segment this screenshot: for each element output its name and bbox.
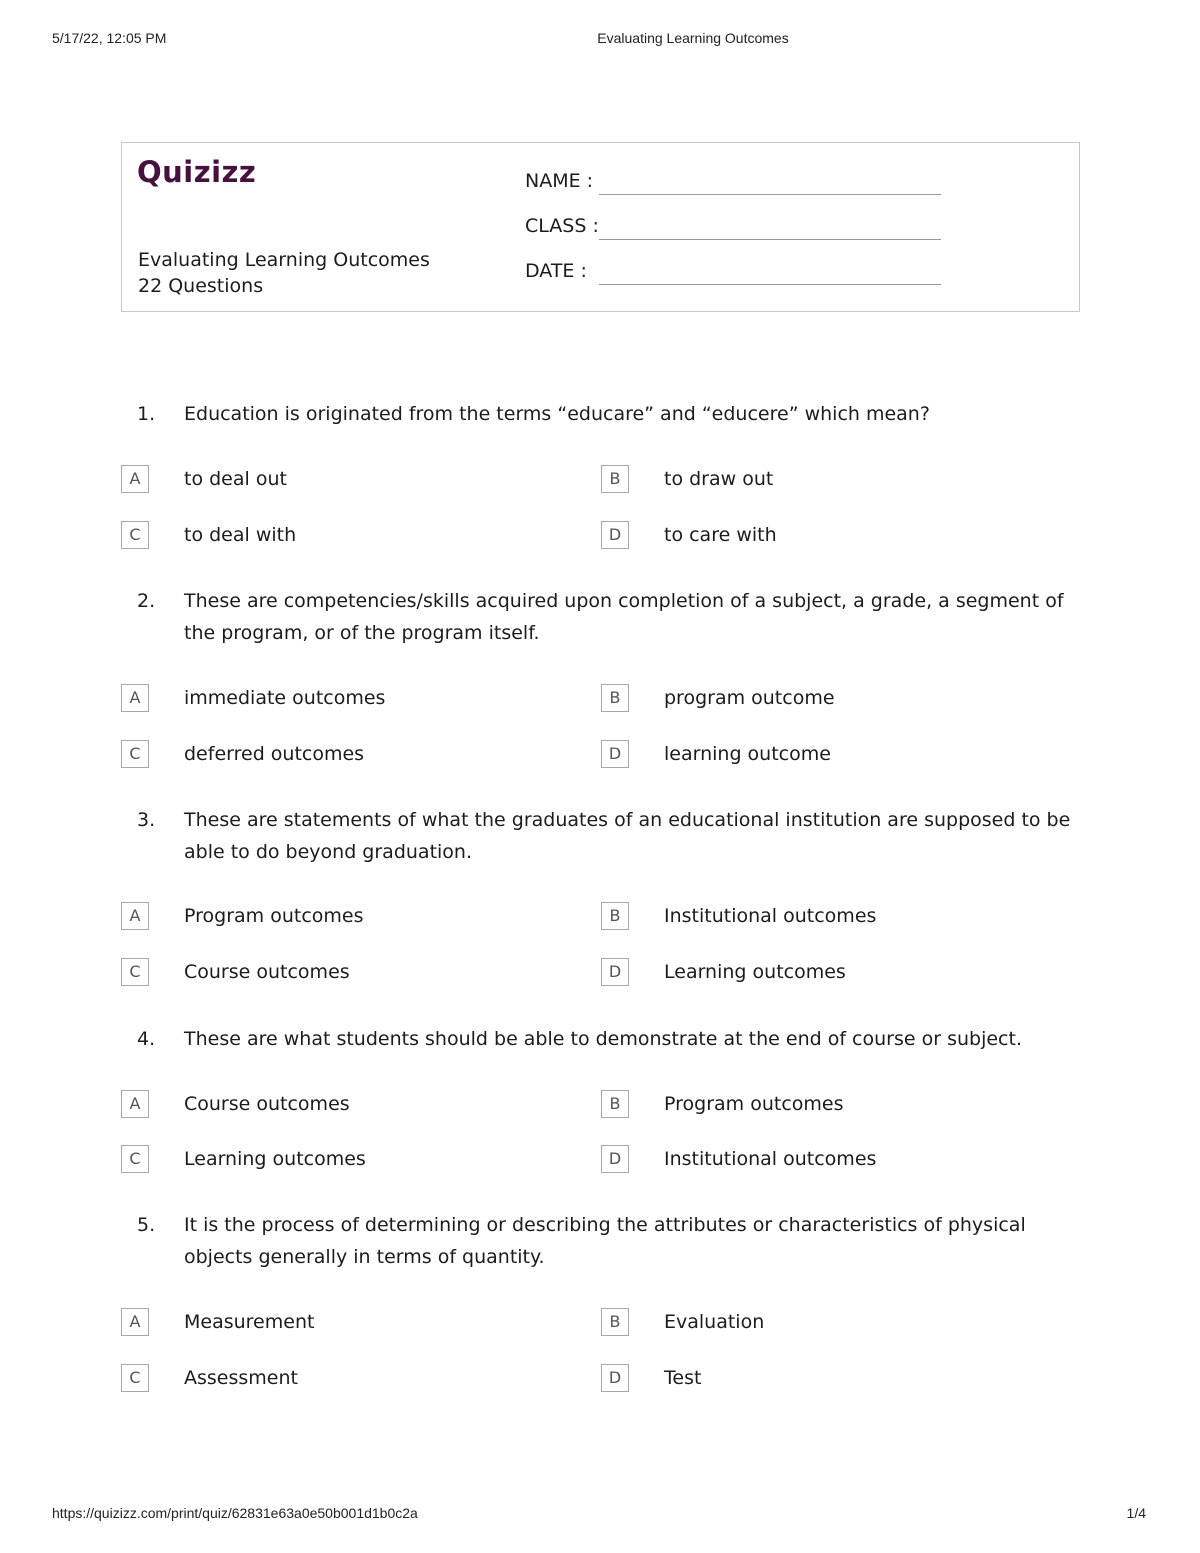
option-letter: B — [601, 1308, 629, 1336]
page-number: 1/4 — [1126, 1505, 1146, 1521]
option-text: Course outcomes — [184, 961, 350, 983]
print-date: 5/17/22, 12:05 PM — [52, 30, 167, 46]
option-letter: D — [601, 958, 629, 986]
option-letter: B — [601, 1090, 629, 1118]
option-letter: D — [601, 740, 629, 768]
worksheet-header — [121, 142, 1080, 312]
option-text: to deal out — [184, 468, 287, 490]
question-text: These are statements of what the graduates of an educational institution are supposed to be able to do beyond graduation. — [184, 809, 1071, 863]
option-text: Measurement — [184, 1311, 315, 1333]
question-number: 1. — [137, 403, 156, 425]
option-letter: A — [121, 1090, 149, 1118]
print-header — [0, 30, 1200, 50]
option-letter: C — [121, 740, 149, 768]
question-number: 5. — [137, 1214, 156, 1236]
question-text: These are competencies/skills acquired upon completion of a subject, a grade, a segment of the program, or of the program itself. — [184, 590, 1064, 644]
question-number: 2. — [137, 590, 156, 612]
print-footer — [0, 1505, 1200, 1525]
question-number: 3. — [137, 809, 156, 831]
option-letter: C — [121, 1364, 149, 1392]
option-text: Institutional outcomes — [664, 1148, 877, 1170]
option-letter: D — [601, 1364, 629, 1392]
option-letter: A — [121, 1308, 149, 1336]
option-letter: D — [601, 1145, 629, 1173]
name-label: NAME : — [525, 170, 594, 192]
quizizz-logo: Quizizz — [137, 155, 257, 189]
option-letter: A — [121, 465, 149, 493]
quiz-title: Evaluating Learning Outcomes — [138, 249, 430, 271]
option-letter: B — [601, 902, 629, 930]
option-text: to deal with — [184, 524, 297, 546]
print-title: Evaluating Learning Outcomes — [597, 30, 789, 46]
print-url[interactable]: https://quizizz.com/print/quiz/62831e63a0e50b001d1b0c2a — [52, 1505, 418, 1521]
option-text: Institutional outcomes — [664, 905, 877, 927]
option-letter: C — [121, 958, 149, 986]
question-text: Education is originated from the terms “educare” and “educere” which mean? — [184, 403, 930, 425]
question-text: It is the process of determining or describing the attributes or characteristics of physical objects generally in terms of quantity. — [184, 1214, 1026, 1268]
option-text: to care with — [664, 524, 777, 546]
option-letter: A — [121, 684, 149, 712]
date-line — [599, 284, 941, 285]
option-text: program outcome — [664, 687, 835, 709]
option-text: Program outcomes — [184, 905, 364, 927]
option-text: Evaluation — [664, 1311, 765, 1333]
option-text: deferred outcomes — [184, 743, 365, 765]
option-text: Program outcomes — [664, 1093, 844, 1115]
question-count: 22 Questions — [138, 275, 264, 297]
option-text: Course outcomes — [184, 1093, 350, 1115]
option-letter: B — [601, 465, 629, 493]
option-text: immediate outcomes — [184, 687, 386, 709]
option-letter: C — [121, 1145, 149, 1173]
option-text: Learning outcomes — [184, 1148, 366, 1170]
option-letter: A — [121, 902, 149, 930]
class-label: CLASS : — [525, 215, 599, 237]
option-text: learning outcome — [664, 743, 831, 765]
name-line — [599, 194, 941, 195]
option-letter: D — [601, 521, 629, 549]
option-text: Learning outcomes — [664, 961, 846, 983]
option-text: to draw out — [664, 468, 774, 490]
quiz-title-block — [138, 247, 430, 299]
class-line — [599, 239, 941, 240]
option-letter: B — [601, 684, 629, 712]
question-text: These are what students should be able to demonstrate at the end of course or subject. — [184, 1028, 1022, 1050]
date-label: DATE : — [525, 260, 587, 282]
question-number: 4. — [137, 1028, 156, 1050]
option-letter: C — [121, 521, 149, 549]
option-text: Assessment — [184, 1367, 298, 1389]
option-text: Test — [664, 1367, 702, 1389]
